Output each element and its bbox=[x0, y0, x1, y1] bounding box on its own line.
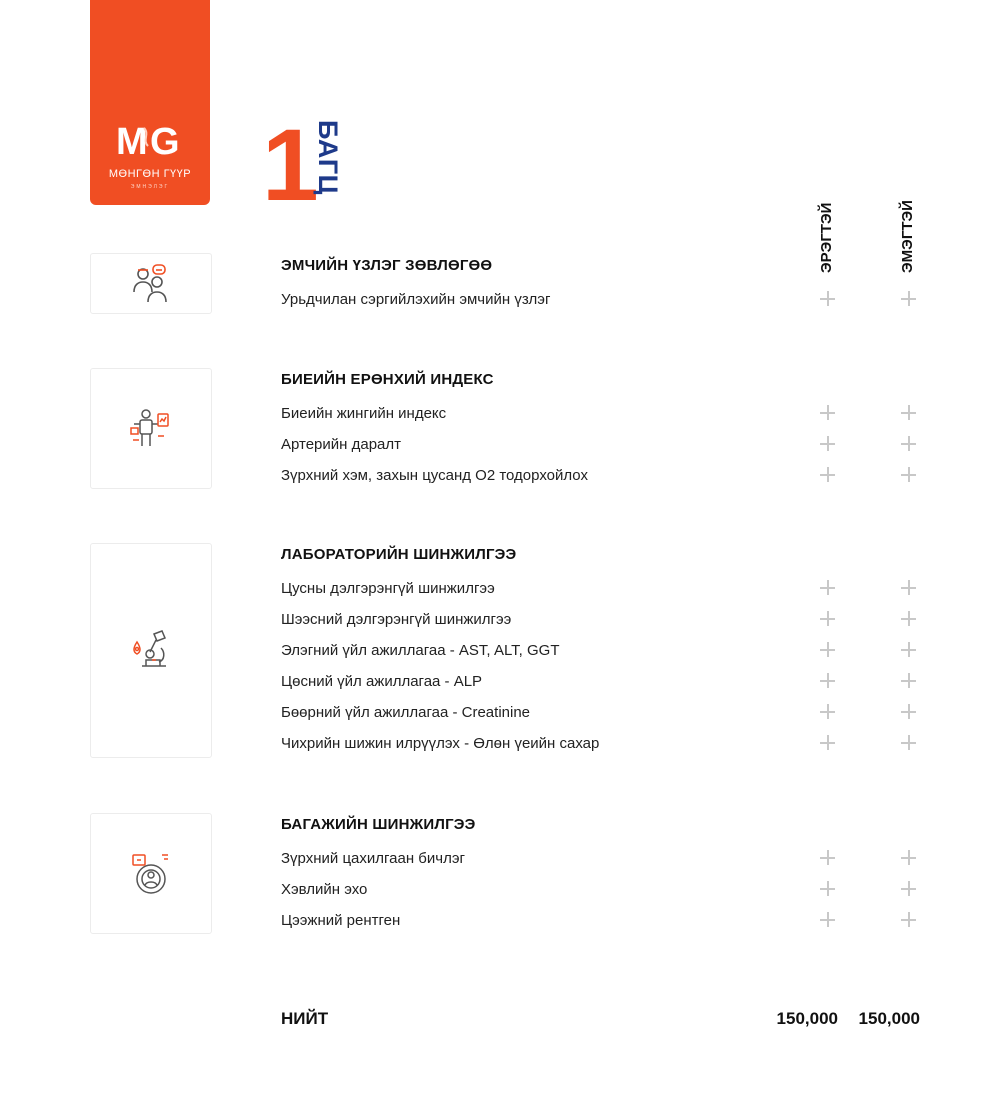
logo-brand-name: МӨНГӨН ГҮҮР bbox=[108, 168, 192, 180]
plus-icon-male bbox=[818, 289, 838, 309]
plus-icon-male bbox=[818, 640, 838, 660]
plus-icon-male bbox=[818, 910, 838, 930]
list-item bbox=[281, 405, 931, 427]
section-title: ЭМЧИЙН ҮЗЛЭГ ЗӨВЛӨГӨӨ bbox=[281, 257, 493, 274]
plus-icon-female bbox=[899, 671, 919, 691]
logo-subtitle: ЭМНЭЛЭГ bbox=[130, 184, 170, 190]
list-item bbox=[281, 467, 931, 489]
plus-icon-male bbox=[818, 848, 838, 868]
doctor-consultation-icon bbox=[90, 253, 212, 314]
svg-text:G: G bbox=[150, 121, 178, 160]
item-label: Зүрхний цахилгаан бичлэг bbox=[281, 850, 465, 867]
logo-mark bbox=[90, 120, 210, 167]
list-item bbox=[281, 735, 931, 757]
plus-icon-male bbox=[818, 434, 838, 454]
list-item bbox=[281, 580, 931, 602]
list-item bbox=[281, 850, 931, 872]
plus-icon-female bbox=[899, 434, 919, 454]
list-item bbox=[281, 436, 931, 458]
plus-icon-male bbox=[818, 403, 838, 423]
total-female-price: 150,000 bbox=[858, 1009, 920, 1028]
svg-text:M: M bbox=[116, 121, 146, 160]
item-label: Бөөрний үйл ажиллагаа - Creatinine bbox=[281, 704, 531, 721]
list-item bbox=[281, 611, 931, 633]
column-header-female bbox=[899, 130, 923, 273]
item-label: Цээжний рентген bbox=[281, 912, 401, 929]
item-label: Цусны дэлгэрэнгүй шинжилгээ bbox=[281, 580, 495, 597]
plus-icon-female bbox=[899, 465, 919, 485]
column-header-male-label: ЭРЭГТЭЙ bbox=[818, 202, 835, 273]
plus-icon-male bbox=[818, 609, 838, 629]
plus-icon-female bbox=[899, 848, 919, 868]
item-label: Цөсний үйл ажиллагаа - ALP bbox=[281, 673, 483, 690]
item-label: Элэгний үйл ажиллагаа - AST, ALT, GGT bbox=[281, 642, 560, 659]
item-label: Урьдчилан сэргийлэхийн эмчийн үзлэг bbox=[281, 291, 551, 308]
plus-icon-female bbox=[899, 733, 919, 753]
plus-icon-female bbox=[899, 609, 919, 629]
item-label: Хэвлийн эхо bbox=[281, 881, 368, 898]
list-item bbox=[281, 704, 931, 726]
item-label: Артерийн даралт bbox=[281, 436, 402, 453]
package-word bbox=[313, 120, 353, 210]
plus-icon-female bbox=[899, 702, 919, 722]
item-label: Биеийн жингийн индекс bbox=[281, 405, 447, 422]
plus-icon-female bbox=[899, 578, 919, 598]
plus-icon-female bbox=[899, 289, 919, 309]
list-item bbox=[281, 881, 931, 903]
item-label: Чихрийн шижин илрүүлэх - Өлөн үеийн сахар bbox=[281, 735, 600, 752]
plus-icon-female bbox=[899, 879, 919, 899]
section-title: ЛАБОРАТОРИЙН ШИНЖИЛГЭЭ bbox=[281, 546, 517, 563]
plus-icon-male bbox=[818, 671, 838, 691]
list-item bbox=[281, 642, 931, 664]
plus-icon-male bbox=[818, 578, 838, 598]
plus-icon-male bbox=[818, 733, 838, 753]
plus-icon-male bbox=[818, 879, 838, 899]
package-number: 1 bbox=[262, 108, 319, 222]
list-item bbox=[281, 673, 931, 695]
plus-icon-female bbox=[899, 403, 919, 423]
package-word-text: БАГЦ bbox=[313, 120, 343, 195]
list-item bbox=[281, 912, 931, 934]
brand-logo bbox=[90, 0, 210, 205]
plus-icon-male bbox=[818, 465, 838, 485]
microscope-icon bbox=[90, 543, 212, 758]
plus-icon-male bbox=[818, 702, 838, 722]
diagnostic-device-icon bbox=[90, 813, 212, 934]
section-title: БИЕИЙН ЕРӨНХИЙ ИНДЕКС bbox=[281, 371, 494, 388]
body-index-icon bbox=[90, 368, 212, 489]
item-label: Зүрхний хэм, захын цусанд О2 тодорхойлох bbox=[281, 467, 588, 484]
plus-icon-female bbox=[899, 640, 919, 660]
total-male-price: 150,000 bbox=[776, 1009, 838, 1028]
section-title: БАГАЖИЙН ШИНЖИЛГЭЭ bbox=[281, 816, 476, 833]
total-label: НИЙТ bbox=[281, 1009, 329, 1028]
item-label: Шээсний дэлгэрэнгүй шинжилгээ bbox=[281, 611, 512, 628]
plus-icon-female bbox=[899, 910, 919, 930]
column-header-male bbox=[818, 130, 842, 273]
list-item bbox=[281, 291, 931, 313]
column-header-female-label: ЭМЭГТЭЙ bbox=[899, 200, 916, 273]
